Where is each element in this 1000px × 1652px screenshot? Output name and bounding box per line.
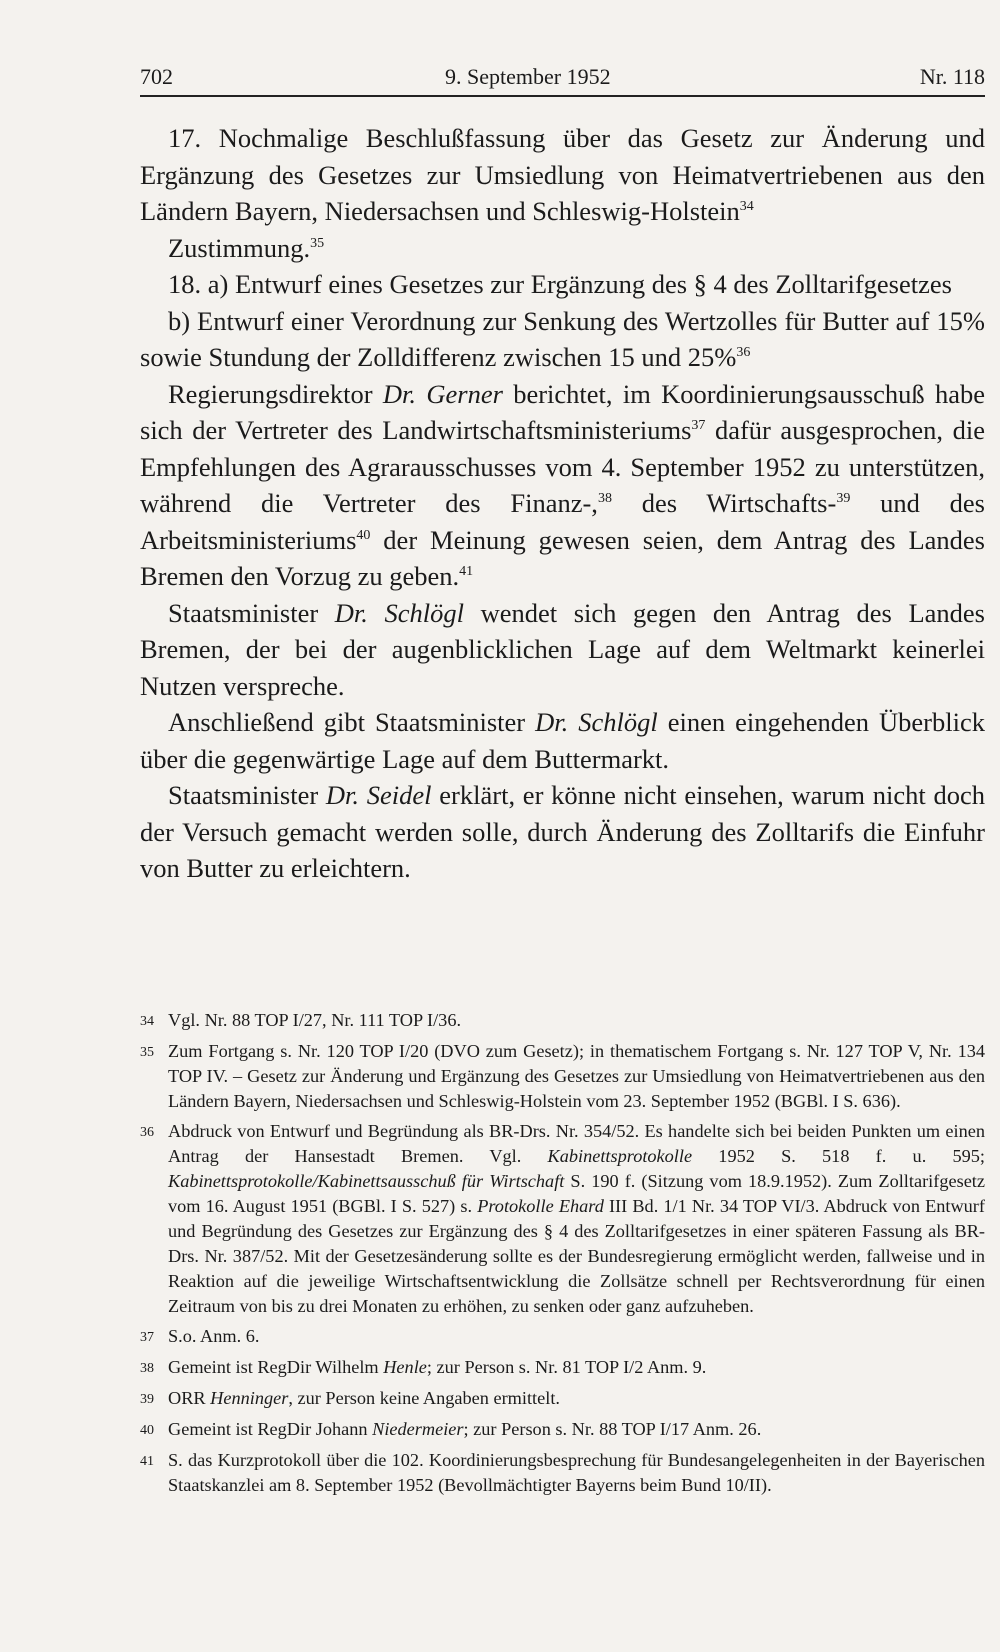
text-run: ORR — [168, 1388, 211, 1408]
text-run: 1952 S. 518 f. u. 595; — [692, 1146, 985, 1166]
text-run: , zur Person keine Angaben ermittelt. — [288, 1388, 560, 1408]
text-run: Staatsminister — [168, 780, 326, 810]
footnote-number: 37 — [140, 1330, 154, 1345]
running-header — [140, 58, 985, 94]
agenda-item-18b-title: b) Entwurf einer Verordnung zur Senkung des Wertzolles für Butter auf 15% sowie Stundung der Zolldifferenz zwischen 15 und 25% — [140, 305, 985, 372]
footnote-41 — [140, 1448, 985, 1498]
text-run: berichtet, im Koordinierungsausschuß habe sich der Vertreter des Landwirtschaftsministeriums — [140, 378, 985, 445]
footnote-ref-38: 38 — [597, 491, 612, 507]
text-run: dafür ausgesprochen, die Empfehlungen des Agrarausschusses vom 4. September 1952 zu unterstützen, während die Vertreter des Finanz-, — [140, 415, 985, 518]
footnote-40 — [140, 1417, 985, 1443]
footnote-ref-37: 37 — [691, 418, 706, 434]
person-name: Dr. Gerner — [382, 378, 503, 409]
text-run: Regierungsdirektor — [168, 378, 383, 409]
footnote-number: 38 — [140, 1361, 154, 1376]
text-run: und des Arbeitsministeriums — [140, 488, 985, 555]
footnote-34 — [140, 1008, 985, 1034]
footnote-number: 35 — [140, 1045, 154, 1060]
footnote-text — [168, 1386, 985, 1412]
agenda-item-17-result — [140, 230, 985, 267]
footnote-text: S.o. Anm. 6. — [168, 1326, 260, 1346]
citation-title: Kabinettsprotokolle/Kabinettsausschuß für Wirtschaft — [168, 1171, 565, 1191]
person-name: Niedermeier — [372, 1419, 464, 1439]
text-run: Gemeint ist RegDir Wilhelm — [168, 1357, 384, 1377]
agenda-item-18a — [140, 266, 985, 303]
footnote-number: 40 — [140, 1423, 154, 1438]
text-run: Anschließend gibt Staatsminister — [168, 707, 536, 737]
main-text — [140, 120, 985, 887]
agenda-item-18a-title: 18. a) Entwurf eines Gesetzes zur Ergänzung des § 4 des Zolltarifgesetzes — [168, 269, 952, 299]
footnote-number: 34 — [140, 1014, 154, 1029]
text-run: erklärt, er könne nicht einsehen, warum nicht doch der Versuch gemacht werden solle, durch Änderung des Zolltarifs die Einfuhr von Butter zu erleichtern. — [140, 780, 986, 883]
footnote-ref-35: 35 — [310, 235, 325, 251]
text-run: Abdruck von Entwurf und Begründung als BR-Drs. Nr. 354/52. Es handelte sich bei beiden Punkten um einen Antrag der Hansestadt Bremen. Vgl. — [168, 1121, 985, 1166]
footnote-35 — [140, 1039, 985, 1114]
footnote-text: Zum Fortgang s. Nr. 120 TOP I/20 (DVO zum Gesetz); in thematischem Fortgang s. Nr. 127 TOP V, Nr. 134 TOP IV. – Gesetz zur Änderung und Ergänzung des Gesetzes zur Umsiedlung von Heimatvertriebenen aus den Ländern Bayern, Niedersachsen und Schleswig-Holstein vom 23. September 1952 (BGBl. I S. 636). — [168, 1041, 985, 1111]
paragraph-seidel — [140, 777, 985, 887]
text-run: III Bd. 1/1 Nr. 34 TOP VI/3. Abdruck von Entwurf und Begründung des Gesetzes zur Ergänzung des § 4 des Zolltarifgesetzes in einer späteren Fassung als BR-Drs. Nr. 387/52. Mit der Gesetzesänderung sollte es der Bundesregierung ermöglicht werden, fallweise und in Reaktion auf die jeweilige Wirtschaftsentwicklung die Zollsätze schnell per Rechtsverordnung für einen Zeitraum von bis zu drei Monaten zu erhöhen, zu senken oder ganz aufzuheben. — [168, 1196, 985, 1316]
footnote-36 — [140, 1119, 985, 1319]
text-run: Staatsminister — [168, 597, 335, 628]
footnote-37 — [140, 1324, 985, 1350]
agenda-item-18b — [140, 303, 985, 376]
footnote-text — [168, 1355, 985, 1381]
footnote-number: 39 — [140, 1392, 154, 1407]
person-name: Dr. Schlögl — [334, 597, 464, 628]
text-run: des Wirtschafts- — [611, 488, 837, 518]
text-run: Gemeint ist RegDir Johann — [168, 1419, 373, 1439]
footnote-text: S. das Kurzprotokoll über die 102. Koordinierungsbesprechung für Bundesangelegenheiten in der Bayerischen Staatskanzlei am 8. September 1952 (Bevollmächtigter Bayerns beim Bund 10/II). — [168, 1450, 985, 1495]
paragraph-gerner — [140, 376, 985, 595]
footnote-text — [168, 1119, 985, 1319]
result-text: Zustimmung. — [168, 232, 311, 263]
page-number: 702 — [140, 64, 173, 89]
header-date: 9. September 1952 — [445, 64, 611, 89]
citation-title: Kabinettsprotokolle — [547, 1146, 693, 1166]
footnote-ref-41: 41 — [459, 564, 474, 580]
footnote-text — [168, 1417, 985, 1443]
text-run: ; zur Person s. Nr. 88 TOP I/17 Anm. 26. — [463, 1419, 762, 1439]
footnote-number: 41 — [140, 1454, 154, 1469]
person-name: Henninger — [210, 1388, 289, 1408]
footnote-38 — [140, 1355, 985, 1381]
person-name: Dr. Seidel — [325, 780, 432, 810]
header-rule — [140, 95, 985, 97]
footnotes — [140, 1008, 985, 1498]
footnote-ref-34: 34 — [739, 199, 754, 215]
agenda-item-17 — [140, 120, 985, 230]
agenda-item-17-title: 17. Nochmalige Beschlußfassung über das Gesetz zur Änderung und Ergänzung des Gesetzes zur Umsiedlung von Heimatvertriebenen aus den Ländern Bayern, Niedersachsen und Schleswig-Holstein — [140, 123, 985, 226]
footnote-number: 36 — [140, 1125, 154, 1140]
footnote-ref-39: 39 — [836, 491, 851, 507]
paragraph-schloegl-1 — [140, 595, 985, 705]
text-run: S. 190 f. (Sitzung vom 18.9.1952). Zum Zolltarifgesetz vom 16. August 1951 (BGBl. I S. 527) s. — [168, 1171, 986, 1216]
footnote-ref-36: 36 — [736, 345, 751, 361]
document-number: Nr. 118 — [919, 64, 985, 89]
footnote-text: Vgl. Nr. 88 TOP I/27, Nr. 111 TOP I/36. — [168, 1010, 462, 1030]
text-run: ; zur Person s. Nr. 81 TOP I/2 Anm. 9. — [426, 1357, 707, 1377]
text-run: der Meinung gewesen seien, dem Antrag des Landes Bremen den Vorzug zu geben. — [140, 524, 985, 591]
text-run: einen eingehenden Überblick über die gegenwärtige Lage auf dem Buttermarkt. — [140, 707, 985, 774]
footnote-ref-40: 40 — [356, 527, 371, 543]
text-run: wendet sich gegen den Antrag des Landes Bremen, der bei der augenblicklichen Lage auf dem Weltmarkt keinerlei Nutzen verspreche. — [140, 597, 985, 701]
citation-title: Protokolle Ehard — [477, 1196, 604, 1216]
person-name: Henle — [383, 1357, 427, 1377]
person-name: Dr. Schlögl — [535, 707, 658, 737]
footnote-39 — [140, 1386, 985, 1412]
paragraph-schloegl-2 — [140, 704, 985, 777]
